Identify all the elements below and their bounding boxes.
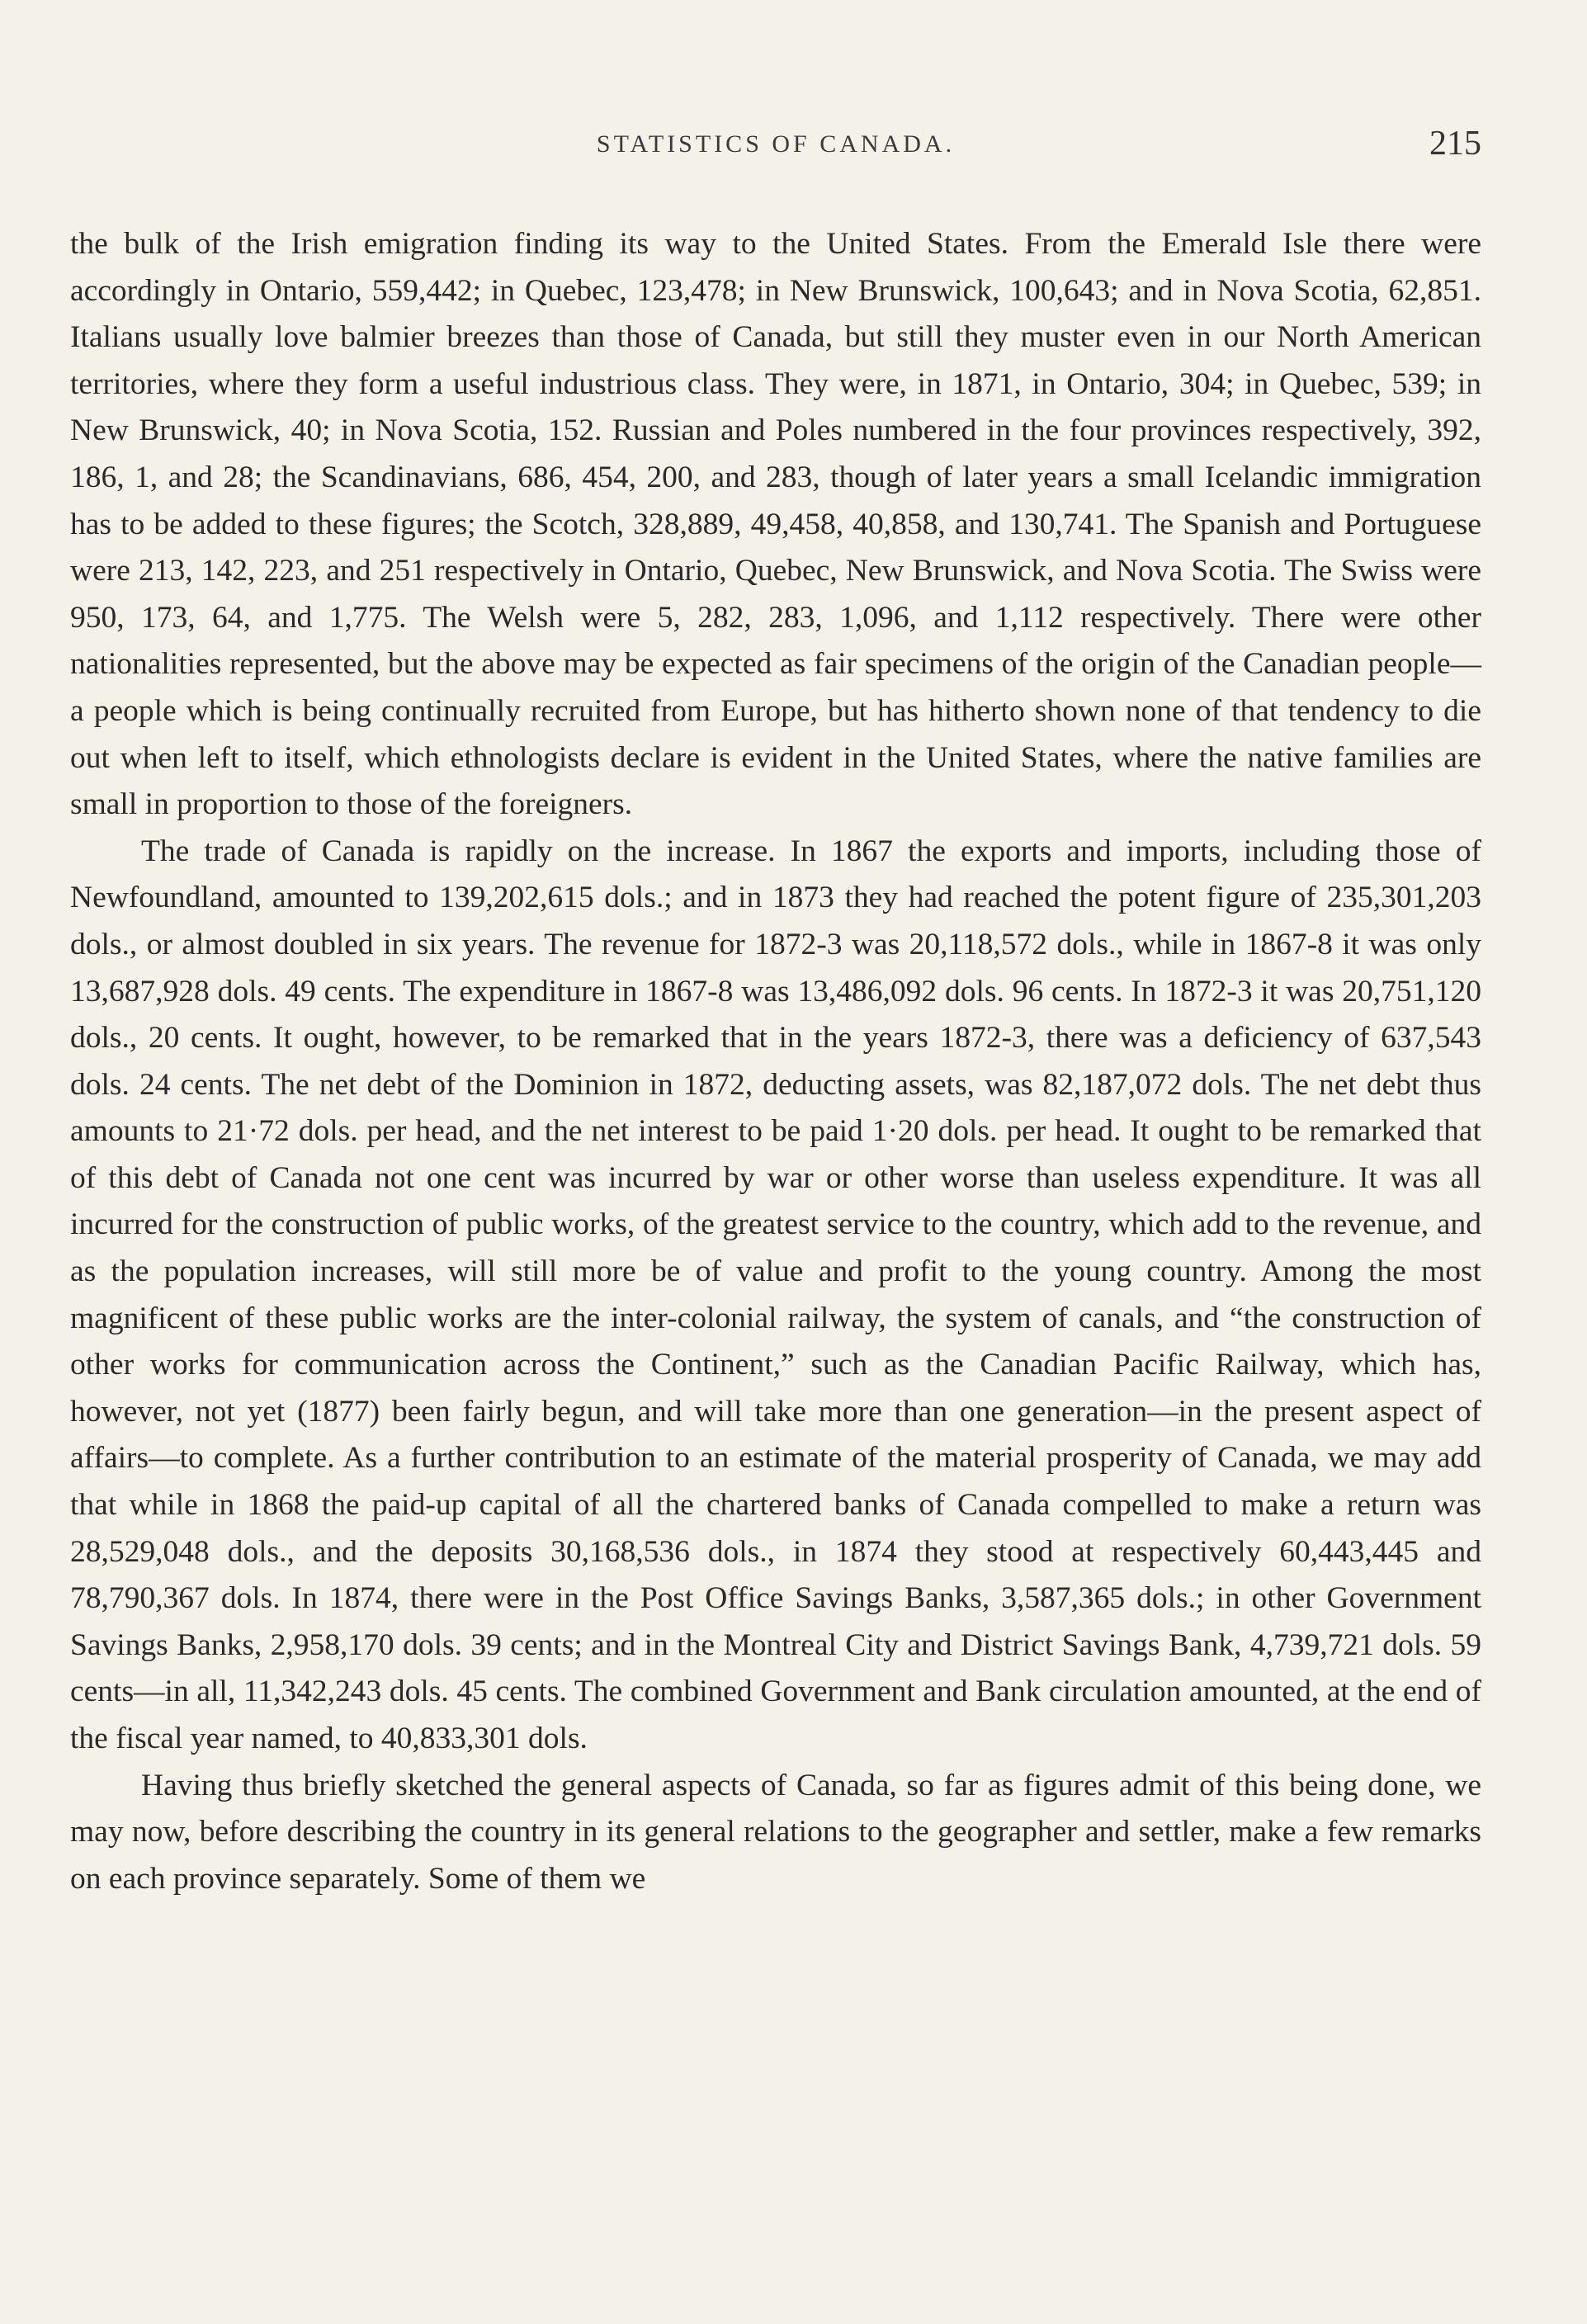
running-title: STATISTICS OF CANADA. bbox=[596, 130, 956, 158]
page-number: 215 bbox=[1429, 125, 1481, 163]
text-body bbox=[70, 221, 1481, 1902]
paragraph-trade: The trade of Canada is rapidly on the increase. In 1867 the exports and imports, including those of Newfoundland, amounted to 139,202,615 dols.; and in 1873 they had reached the potent figure of 235,301,203 dols., or almost doubled in six years. The revenue for 1872-3 was 20,118,572 dols., while in 1867-8 it was only 13,687,928 dols. 49 cents. The expenditure in 1867-8 was 13,486,092 dols. 96 cents. In 1872-3 it was 20,751,120 dols., 20 cents. It ought, however, to be remarked that in the years 1872-3, there was a deficiency of 637,543 dols. 24 cents. The net debt of the Dominion in 1872, deducting assets, was 82,187,072 dols. The net debt thus amounts to 21·72 dols. per head, and the net interest to be paid 1·20 dols. per head. It ought to be remarked that of this debt of Canada not one cent was incurred by war or other worse than useless expenditure. It was all incurred for the construction of public works, of the greatest service to the country, which add to the revenue, and as the population increases, will still more be of value and profit to the young country. Among the most magnificent of these public works are the inter-colonial railway, the system of canals, and “the construction of other works for communication across the Continent,” such as the Canadian Pacific Railway, which has, however, not yet (1877) been fairly begun, and will take more than one generation—in the present aspect of affairs—to complete. As a further contribution to an estimate of the material prosperity of Canada, we may add that while in 1868 the paid-up capital of all the chartered banks of Canada compelled to make a return was 28,529,048 dols., and the deposits 30,168,536 dols., in 1874 they stood at respectively 60,443,445 and 78,790,367 dols. In 1874, there were in the Post Office Savings Banks, 3,587,365 dols.; in other Government Savings Banks, 2,958,170 dols. 39 cents; and in the Montreal City and District Savings Bank, 4,739,721 dols. 59 cents—in all, 11,342,243 dols. 45 cents. The combined Government and Bank circulation amounted, at the end of the fiscal year named, to 40,833,301 dols. bbox=[70, 834, 1481, 1755]
paragraph-provinces: Having thus briefly sketched the general aspects of Canada, so far as figures admit of this being done, we may now, before describing the country in its general relations to the geographer and settler, make a few remarks on each province separately. Some of them we bbox=[70, 1768, 1481, 1896]
paragraph-continuation: the bulk of the Irish emigration finding its way to the United States. From the Emerald Isle there were accordingly in Ontario, 559,442; in Quebec, 123,478; in New Brunswick, 100,643; and in Nova Scotia, 62,851. Italians usually love balmier breezes than those of Canada, but still they muster even in our North American territories, where they form a useful industrious class. They were, in 1871, in Ontario, 304; in Quebec, 539; in New Brunswick, 40; in Nova Scotia, 152. Russian and Poles numbered in the four provinces respectively, 392, 186, 1, and 28; the Scandinavians, 686, 454, 200, and 283, though of later years a small Icelandic immigration has to be added to these figures; the Scotch, 328,889, 49,458, 40,858, and 130,741. The Spanish and Portuguese were 213, 142, 223, and 251 respectively in Ontario, Quebec, New Brunswick, and Nova Scotia. The Swiss were 950, 173, 64, and 1,775. The Welsh were 5, 282, 283, 1,096, and 1,112 respectively. There were other nationalities represented, but the above may be expected as fair specimens of the origin of the Canadian people—a people which is being continually recruited from Europe, but has hitherto shown none of that tendency to die out when left to itself, which ethnologists declare is evident in the United States, where the native families are small in proportion to those of the foreigners. bbox=[70, 227, 1481, 822]
book-page bbox=[70, 124, 1481, 1902]
running-head bbox=[70, 124, 1481, 173]
